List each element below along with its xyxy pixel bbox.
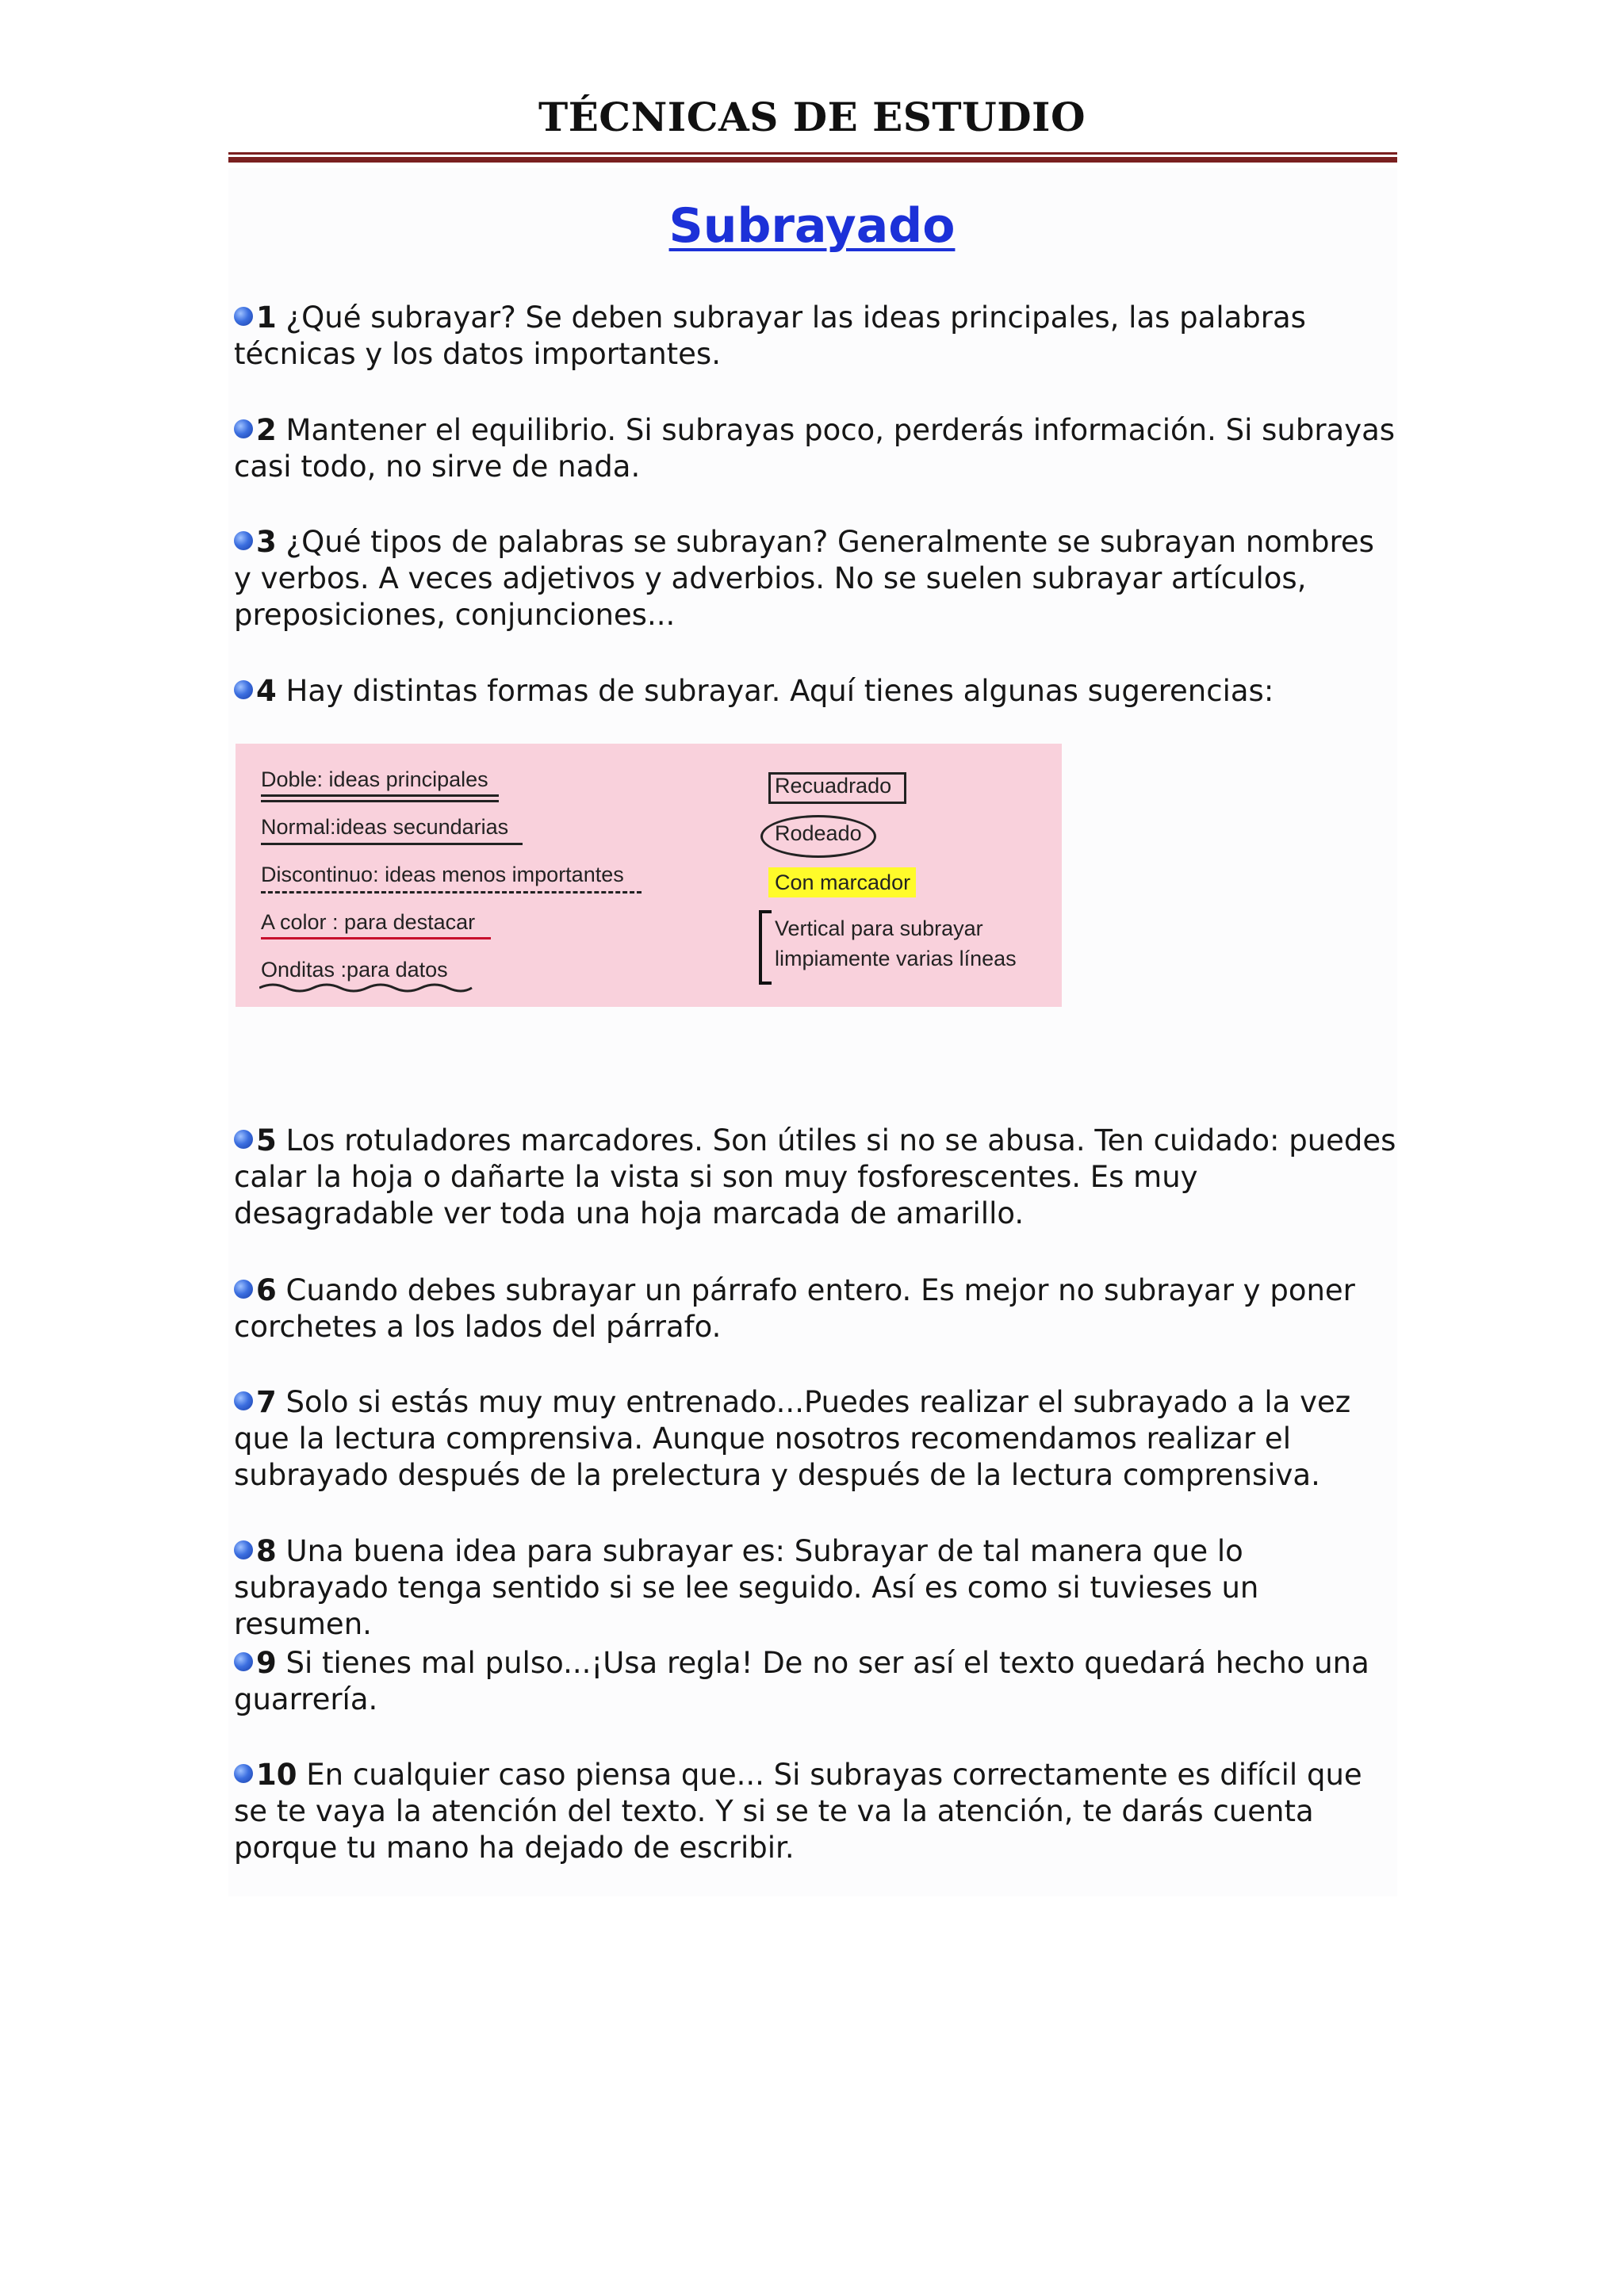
tip-number: 5 <box>256 1123 277 1158</box>
circled-example: Rodeado <box>775 821 862 845</box>
tip-item <box>234 524 1400 633</box>
tip-number: 8 <box>256 1534 277 1568</box>
tip-text: Una buena idea para subrayar es: Subrayar de tal manera que lo subrayado tenga sentido si se lee seguido. Así es como si tuvieses un resumen. <box>234 1534 1259 1641</box>
vertical-example-line1: Vertical para subrayar <box>775 916 983 940</box>
tip-number: 3 <box>256 525 277 559</box>
heading-container <box>0 198 1624 254</box>
bullet-icon <box>234 1540 253 1559</box>
tip-text: ¿Qué subrayar? Se deben subrayar las ideas principales, las palabras técnicas y los datos importantes. <box>234 300 1306 371</box>
header-rule-thin <box>228 152 1397 155</box>
tip-number: 2 <box>256 413 277 447</box>
tip-text: Hay distintas formas de subrayar. Aquí tienes algunas sugerencias: <box>285 674 1274 708</box>
tip-number: 10 <box>256 1758 297 1792</box>
tip-item <box>234 1757 1400 1866</box>
wavy-underline-line <box>259 982 473 997</box>
normal-underline-example: Normal:ideas secundarias <box>261 815 509 839</box>
color-underline-example: A color : para destacar <box>261 910 476 934</box>
bullet-icon <box>234 419 253 438</box>
double-underline-line-2 <box>261 800 499 802</box>
normal-underline-line <box>261 843 523 845</box>
tip-text: Cuando debes subrayar un párrafo entero. Es mejor no subrayar y poner corchetes a los lados del párrafo. <box>234 1273 1355 1344</box>
header-rule-thick <box>228 157 1397 163</box>
tip-item <box>234 1645 1400 1718</box>
tip-text: Mantener el equilibrio. Si subrayas poco, perderás información. Si subrayas casi todo, no sirve de nada. <box>234 413 1396 484</box>
vertical-bracket <box>759 910 772 985</box>
tip-item <box>234 1384 1400 1494</box>
tip-item <box>234 412 1400 485</box>
double-underline-example: Doble: ideas principales <box>261 767 488 791</box>
page-header-title: TÉCNICAS DE ESTUDIO <box>538 94 1086 140</box>
bullet-icon <box>234 1652 253 1671</box>
tip-item <box>234 673 1400 710</box>
tip-text: En cualquier caso piensa que... Si subrayas correctamente es difícil que se te vaya la atención del texto. Y si se te va la atención, te darás cuenta porque tu mano ha dejado de escribir. <box>234 1758 1362 1865</box>
bullet-icon <box>234 680 253 699</box>
tip-item <box>234 1123 1400 1232</box>
bullet-icon <box>234 307 253 326</box>
bullet-icon <box>234 1391 253 1410</box>
tip-item <box>234 300 1400 373</box>
tip-text: ¿Qué tipos de palabras se subrayan? Generalmente se subrayan nombres y verbos. A veces adjetivos y adverbios. No se suelen subrayar artículos, preposiciones, conjunciones... <box>234 525 1374 632</box>
bullet-icon <box>234 1764 253 1783</box>
vertical-example-line2: limpiamente varias líneas <box>775 947 1017 970</box>
dashed-underline-line <box>261 891 642 894</box>
bullet-icon <box>234 531 253 550</box>
dashed-underline-example: Discontinuo: ideas menos importantes <box>261 863 624 886</box>
tip-number: 9 <box>256 1646 277 1680</box>
double-underline-line-1 <box>261 794 499 797</box>
tip-number: 4 <box>256 674 277 708</box>
tip-item <box>234 1272 1400 1345</box>
bullet-icon <box>234 1130 253 1149</box>
marker-example: Con marcador <box>775 871 911 894</box>
tip-text: Los rotuladores marcadores. Son útiles si no se abusa. Ten cuidado: puedes calar la hoja o dañarte la vista si son muy fosforescentes. Es muy desagradable ver toda una hoja marcada de amarillo. <box>234 1123 1396 1230</box>
tip-text: Solo si estás muy muy entrenado...Puedes realizar el subrayado a la vez que la lectura comprensiva. Aunque nosotros recomendamos realizar el subrayado después de la prelectura y después de la lectura comprensiva. <box>234 1385 1351 1492</box>
bullet-icon <box>234 1280 253 1299</box>
tip-number: 1 <box>256 300 277 335</box>
heading-link[interactable]: Subrayado <box>668 198 956 254</box>
underline-examples-figure <box>236 744 1062 1007</box>
tip-text: Si tienes mal pulso...¡Usa regla! De no ser así el texto quedará hecho una guarrería. <box>234 1646 1369 1716</box>
tip-number: 6 <box>256 1273 277 1307</box>
tip-item <box>234 1533 1400 1643</box>
boxed-example: Recuadrado <box>775 774 892 798</box>
color-underline-line <box>261 937 491 939</box>
wavy-underline-example: Onditas :para datos <box>261 958 448 982</box>
tip-number: 7 <box>256 1385 277 1419</box>
